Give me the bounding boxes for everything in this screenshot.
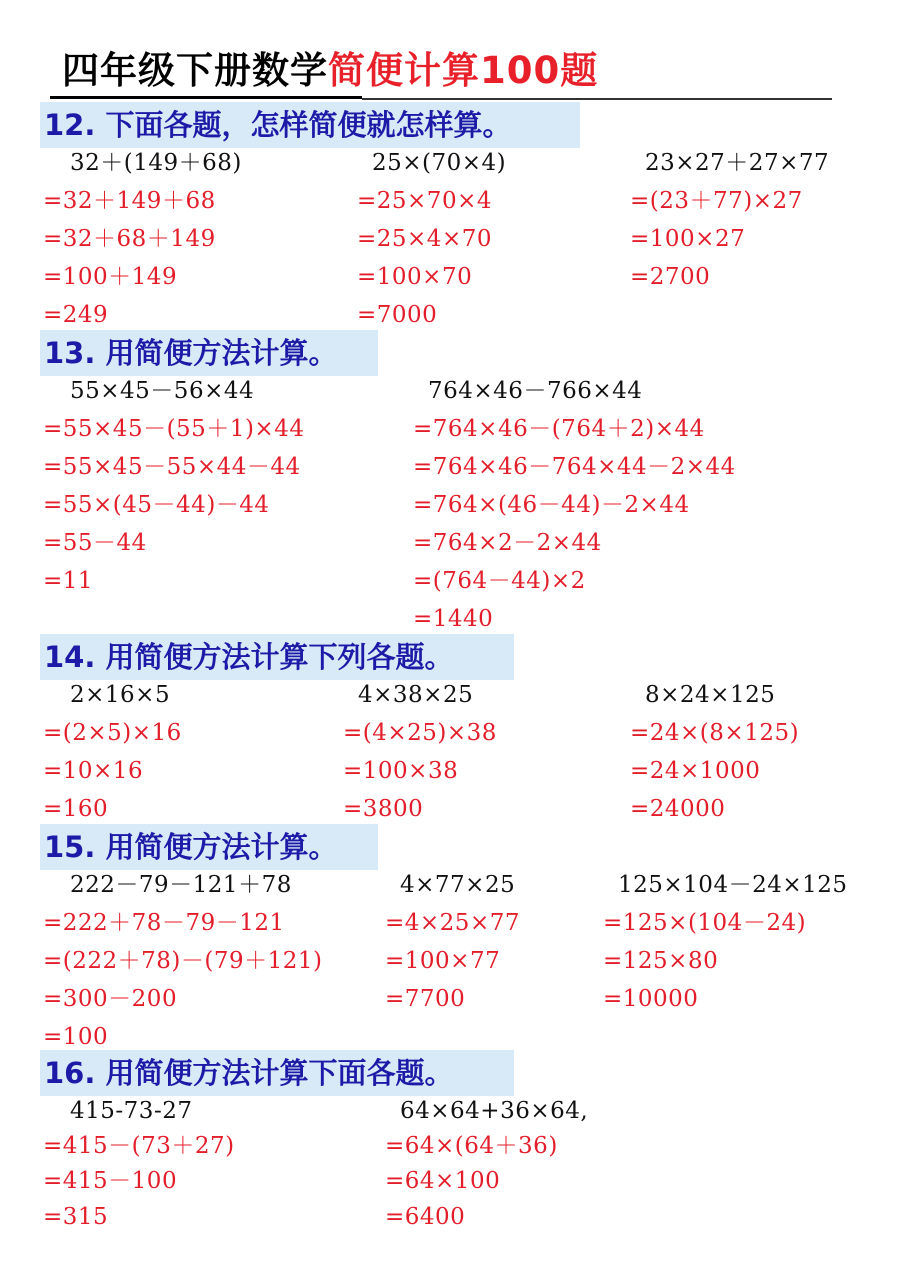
s16-p2-question: 64×64+36×64,: [400, 1098, 589, 1124]
s14-p3-step-2: =24×1000: [630, 758, 761, 784]
s15-p1-step-1: =222＋78－79－121: [43, 910, 285, 936]
s13-p1-step-2: =55×45－55×44－44: [43, 454, 301, 480]
s16-p1-step-3: =315: [43, 1204, 109, 1230]
s14-p1-step-3: =160: [43, 796, 109, 822]
s14-p3-step-1: =24×(8×125): [630, 720, 800, 746]
title-red-part: 简便计算100题: [328, 49, 599, 92]
s13-p2-step-3: =764×(46－44)－2×44: [413, 492, 690, 518]
s16-p2-step-1: =64×(64＋36): [385, 1133, 558, 1159]
s13-p1-question: 55×45－56×44: [70, 378, 255, 404]
section-13-heading: 13. 用简便方法计算。: [40, 330, 378, 376]
s16-p2-step-2: =64×100: [385, 1168, 501, 1194]
s13-p1-step-4: =55－44: [43, 530, 147, 556]
s13-p1-step-5: =11: [43, 568, 94, 594]
title-underline: [50, 96, 362, 99]
section-12-heading: 12. 下面各题，怎样简便就怎样算。: [40, 102, 580, 148]
s13-p2-step-1: =764×46－(764＋2)×44: [413, 416, 705, 442]
s13-p1-step-3: =55×(45－44)－44: [43, 492, 270, 518]
s16-p2-step-3: =6400: [385, 1204, 466, 1230]
s12-p2-step-1: =25×70×4: [357, 188, 492, 214]
s15-p3-step-2: =125×80: [603, 948, 719, 974]
s15-p2-step-3: =7700: [385, 986, 466, 1012]
s12-p3-step-2: =100×27: [630, 226, 746, 252]
s12-p2-step-3: =100×70: [357, 264, 473, 290]
s15-p2-question: 4×77×25: [400, 872, 516, 898]
s14-p3-question: 8×24×125: [645, 682, 776, 708]
s12-p2-step-4: =7000: [357, 302, 438, 328]
s15-p1-step-4: =100: [43, 1024, 109, 1050]
section-15-heading: 15. 用简便方法计算。: [40, 824, 378, 870]
s13-p2-step-5: =(764－44)×2: [413, 568, 586, 594]
s12-p1-step-4: =249: [43, 302, 109, 328]
s12-p3-question: 23×27＋27×77: [645, 150, 830, 176]
s12-p1-question: 32＋(149＋68): [70, 150, 242, 176]
s15-p2-step-2: =100×77: [385, 948, 501, 974]
title-black-part: 四年级下册数学: [62, 49, 328, 92]
s12-p1-step-1: =32＋149＋68: [43, 188, 216, 214]
s16-p1-question: 415-73-27: [70, 1098, 193, 1124]
section-16-heading: 16. 用简便方法计算下面各题。: [40, 1050, 514, 1096]
s12-p3-step-3: =2700: [630, 264, 711, 290]
s16-p1-step-2: =415－100: [43, 1168, 178, 1194]
s13-p2-step-4: =764×2－2×44: [413, 530, 602, 556]
s12-p1-step-2: =32＋68＋149: [43, 226, 216, 252]
s14-p3-step-3: =24000: [630, 796, 726, 822]
s14-p2-question: 4×38×25: [358, 682, 474, 708]
s14-p1-step-1: =(2×5)×16: [43, 720, 182, 746]
s13-p2-step-2: =764×46－764×44－2×44: [413, 454, 736, 480]
s14-p1-step-2: =10×16: [43, 758, 144, 784]
s15-p1-step-2: =(222＋78)－(79＋121): [43, 948, 323, 974]
s15-p1-question: 222－79－121＋78: [70, 872, 292, 898]
s14-p2-step-3: =3800: [343, 796, 424, 822]
s13-p2-step-6: =1440: [413, 606, 494, 632]
s14-p2-step-1: =(4×25)×38: [343, 720, 497, 746]
s15-p3-step-3: =10000: [603, 986, 699, 1012]
s12-p3-step-1: =(23＋77)×27: [630, 188, 803, 214]
s12-p2-question: 25×(70×4): [372, 150, 507, 176]
s14-p1-question: 2×16×5: [70, 682, 171, 708]
s16-p1-step-1: =415－(73＋27): [43, 1133, 235, 1159]
section-14-heading: 14. 用简便方法计算下列各题。: [40, 634, 514, 680]
s13-p2-question: 764×46－766×44: [428, 378, 643, 404]
s15-p3-step-1: =125×(104－24): [603, 910, 807, 936]
s15-p2-step-1: =4×25×77: [385, 910, 520, 936]
title-rule: [362, 98, 832, 100]
s15-p3-question: 125×104－24×125: [618, 872, 848, 898]
s12-p2-step-2: =25×4×70: [357, 226, 492, 252]
s12-p1-step-3: =100＋149: [43, 264, 178, 290]
s15-p1-step-3: =300－200: [43, 986, 178, 1012]
s14-p2-step-2: =100×38: [343, 758, 459, 784]
page-title: [62, 46, 598, 96]
s13-p1-step-1: =55×45－(55＋1)×44: [43, 416, 305, 442]
